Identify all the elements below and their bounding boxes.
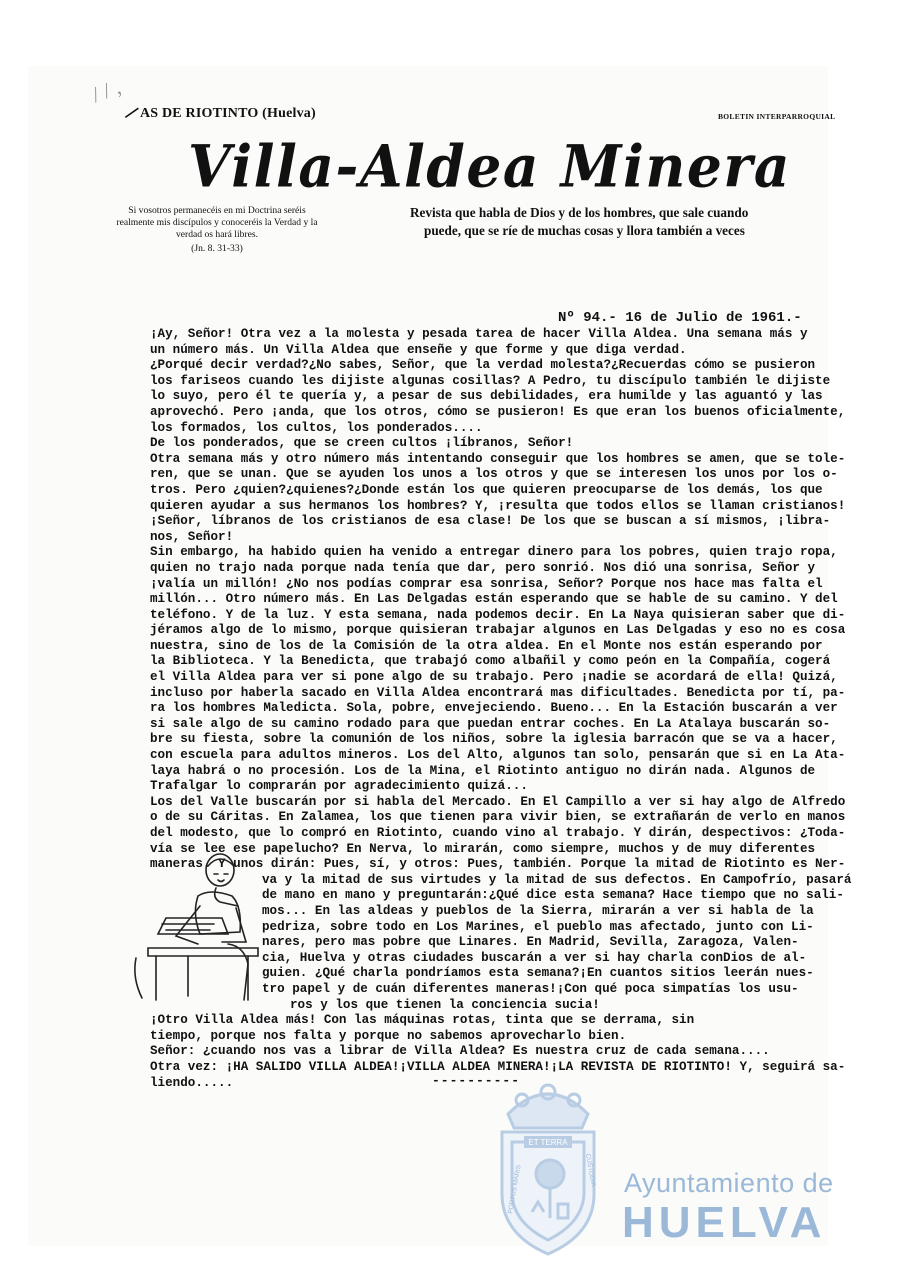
body-line: ¡valía un millón! ¿No nos podías comprar esa sonrisa, Señor? Porque nos hace mas falta el (150, 576, 823, 591)
description-line: Revista que habla de Dios y de los hombres, que sale cuando (410, 205, 749, 220)
body-line: si sale algo de su camino rodado para que puedan entrar coches. En La Atalaya buscarán so- (150, 716, 831, 731)
body-line: aprovechó. Pero ¡anda, que los otros, cómo se pusieron! Es que eran los buenos oficialmente, (150, 404, 846, 419)
typist-illustration (128, 848, 278, 1008)
corner-mark: — (120, 101, 144, 125)
body-line: De los ponderados, que se creen cultos ¡líbranos, Señor! (150, 436, 574, 451)
body-line: pedriza, sobre todo en Los Marines, el pueblo mas afectado, junto con Li- (262, 919, 814, 934)
body-line: tiempo, porque nos falta y porque no sabemos aprovecharlo bien. (150, 1028, 627, 1043)
header-bulletin-label: BOLETIN INTERPARROQUIAL (718, 112, 836, 121)
body-line: ¡Otro Villa Aldea más! Con las máquinas rotas, tinta que se derrama, sin (150, 1013, 695, 1028)
body-line: del modesto, que lo compró en Riotinto, cuando vino al trabajo. Y dirán, despectivos: ¿Toda- (150, 826, 846, 840)
body-line: quien no trajo nada porque nada tenía que dar, pero sonrió. Nos dió una sonrisa, Señor y (150, 560, 816, 575)
body-line: ros y los que tienen la conciencia sucia! (290, 997, 600, 1012)
body-line: ren, que se unan. Que se ayuden los unos a los otros y que se interesen los unos por los o- (150, 467, 838, 482)
body-line: o de su Cáritas. En Zalamea, los que tienen para vivir bien, se extrañarán de verlo en manos (150, 810, 846, 825)
shield-left-text: PORTUS MARIS (507, 1164, 523, 1215)
body-line: tro papel y de cuán diferentes maneras!¡Con qué poca simpatías los usu- (262, 981, 799, 996)
body-line: cia, Huelva y otras ciudades buscarán a ver si hay charla conDios de al- (262, 950, 807, 965)
body-line: teléfono. Y de la luz. Y esta semana, nada podemos decir. En La Naya quisieran saber que di- (150, 607, 846, 622)
body-line: Sin embargo, ha habido quien ha venido a entregar dinero para los pobres, quien trajo ropa, (150, 545, 838, 560)
motto (116, 205, 318, 255)
body-line: nos, Señor! (150, 529, 234, 544)
motto-reference: (Jn. 8. 31-33) (191, 243, 243, 255)
body-line: liendo..... (150, 1075, 234, 1090)
body-line: mos... En las aldeas y pueblos de la Sierra, mirarán a ver si habla de la (262, 903, 814, 918)
masthead-title: Villa-Aldea Minera (188, 132, 792, 201)
body-line: la Biblioteca. Y la Benedicta, que trabajó como albañil y como peón en la Compañía, cogerá (150, 654, 831, 669)
body-line: ra los hombres Maledicta. Sola, pobre, envejeciendo. Bueno... En la Estación buscarán a ver (150, 701, 838, 716)
body-line: con escuela para adultos mineros. Los del Alto, algunos tan solo, pensarán que si en La Ata- (150, 748, 846, 763)
watermark-line2: HUELVA (622, 1198, 827, 1247)
body-line: Trafalgar lo comprarán por agradecimiento quizá... (150, 779, 528, 794)
issue-date: Nº 94.- 16 de Julio de 1961.- (558, 310, 802, 326)
body-line: de mano en mano y preguntarán:¿Qué dice esta semana? Hace tiempo que no sali- (262, 888, 844, 903)
body-line: vía se lee ese papelucho? En Nerva, lo mirarán, como siempre, muchos y de muy diferentes (150, 841, 816, 856)
body-line: los formados, los cultos, los ponderados.... (150, 420, 483, 435)
pencil-marks: / / , (88, 73, 124, 108)
body-line: nuestra, sino de los de la Comisión de la otra aldea. En el Monte nos están esperando por (150, 638, 823, 653)
body-line: lo suyo, pero él te quería y, a pesar de sus debilidades, era humilde y las aguantó y las (150, 389, 823, 404)
watermark-line1: Ayuntamiento de (624, 1168, 834, 1198)
body-line: ¡Ay, Señor! Otra vez a la molesta y pesada tarea de hacer Villa Aldea. Una semana más y (150, 327, 808, 341)
body-line: jéramos algo de lo mismo, porque quisieran trabajar algunos en Las Delgadas y eso no es cosa (150, 623, 846, 638)
body-line: millón... Otro número más. En Las Delgadas están esperando que se hable de su camino. Y del (150, 592, 838, 607)
city-shield-icon (488, 1082, 608, 1262)
description-line: puede, que se ríe de muchas cosas y llora también a veces (424, 223, 745, 238)
shield-text: ET TERRA (528, 1138, 568, 1147)
closing-dashes: ---------- (432, 1073, 521, 1088)
body-line: Los del Valle buscarán por si habla del Mercado. En El Campillo a ver si hay algo de Alfredo (150, 794, 846, 809)
body-line: laya habrá o no procesión. Los de la Mina, el Riotinto antiguo no dirán nada. Algunos de (150, 763, 816, 778)
shield-right-text: CUSTODIA (584, 1153, 597, 1188)
body-line: Señor: ¿cuando nos vas a librar de Villa Aldea? Es nuestra cruz de cada semana.... (150, 1044, 770, 1059)
body-line: tros. Pero ¿quien?¿quienes?¿Donde están los que quieren preocuparse de los demás, los que (150, 482, 823, 497)
body-line: Otra semana más y otro número más intentando conseguir que los hombres se amen, que se tole- (150, 451, 846, 466)
body-line: un número más. Un Villa Aldea que enseñe y que forme y que diga verdad. (150, 342, 687, 357)
body-line: quieren ayudar a sus hermanos los hombres? Y, ¡resulta que todos ellos se llaman cristianos! (150, 498, 846, 513)
body-line: el Villa Aldea para ver si pone algo de su trabajo. Pero ¡nadie se acordará de ella! Quizá, (150, 670, 838, 685)
motto-text: Si vosotros permanecéis en mi Doctrina seréis realmente mis discípulos y conoceréis la Verdad y la verdad os hará libres. (116, 205, 318, 240)
body-line: guien. ¿Qué charla pondríamos esta semana?¡En cuantos sitios leerán nues- (262, 966, 814, 981)
body-line: va y la mitad de sus virtudes y la mitad de sus defectos. En Campofrío, pasará (262, 872, 852, 887)
header-location: AS DE RIOTINTO (Huelva) (140, 106, 316, 121)
body-line: ¿Porqué decir verdad?¿No sabes, Señor, que la verdad molesta?¿Recuerdas cómo se pusieron (150, 358, 816, 373)
body-line: los fariseos cuando les dijiste algunas cosillas? A Pedro, tu discípulo también le dijiste (150, 373, 831, 388)
body-line: maneras. Y unos dirán: Pues, sí, y otros: Pues, también. Porque la mitad de Riotinto es Ner- (150, 857, 846, 872)
description (410, 204, 835, 240)
body-line: nares, pero mas pobre que Linares. En Madrid, Sevilla, Zaragoza, Valen- (262, 935, 799, 950)
body-line: Otra vez: ¡HA SALIDO VILLA ALDEA!¡VILLA ALDEA MINERA!¡LA REVISTA DE RIOTINTO! Y, seguirá sa- (150, 1059, 846, 1074)
body-line: ¡Señor, líbranos de los cristianos de esa clase! De los que se buscan a sí mismos, ¡libra- (150, 514, 831, 529)
body-line: incluso por haberla sacado en Villa Aldea encontrará mas dificultades. Benedicta por tí, pa- (150, 685, 846, 700)
body-line: bre su fiesta, sobre la comunión de los niños, sobre la iglesia barracón que se va a hacer, (150, 732, 838, 747)
